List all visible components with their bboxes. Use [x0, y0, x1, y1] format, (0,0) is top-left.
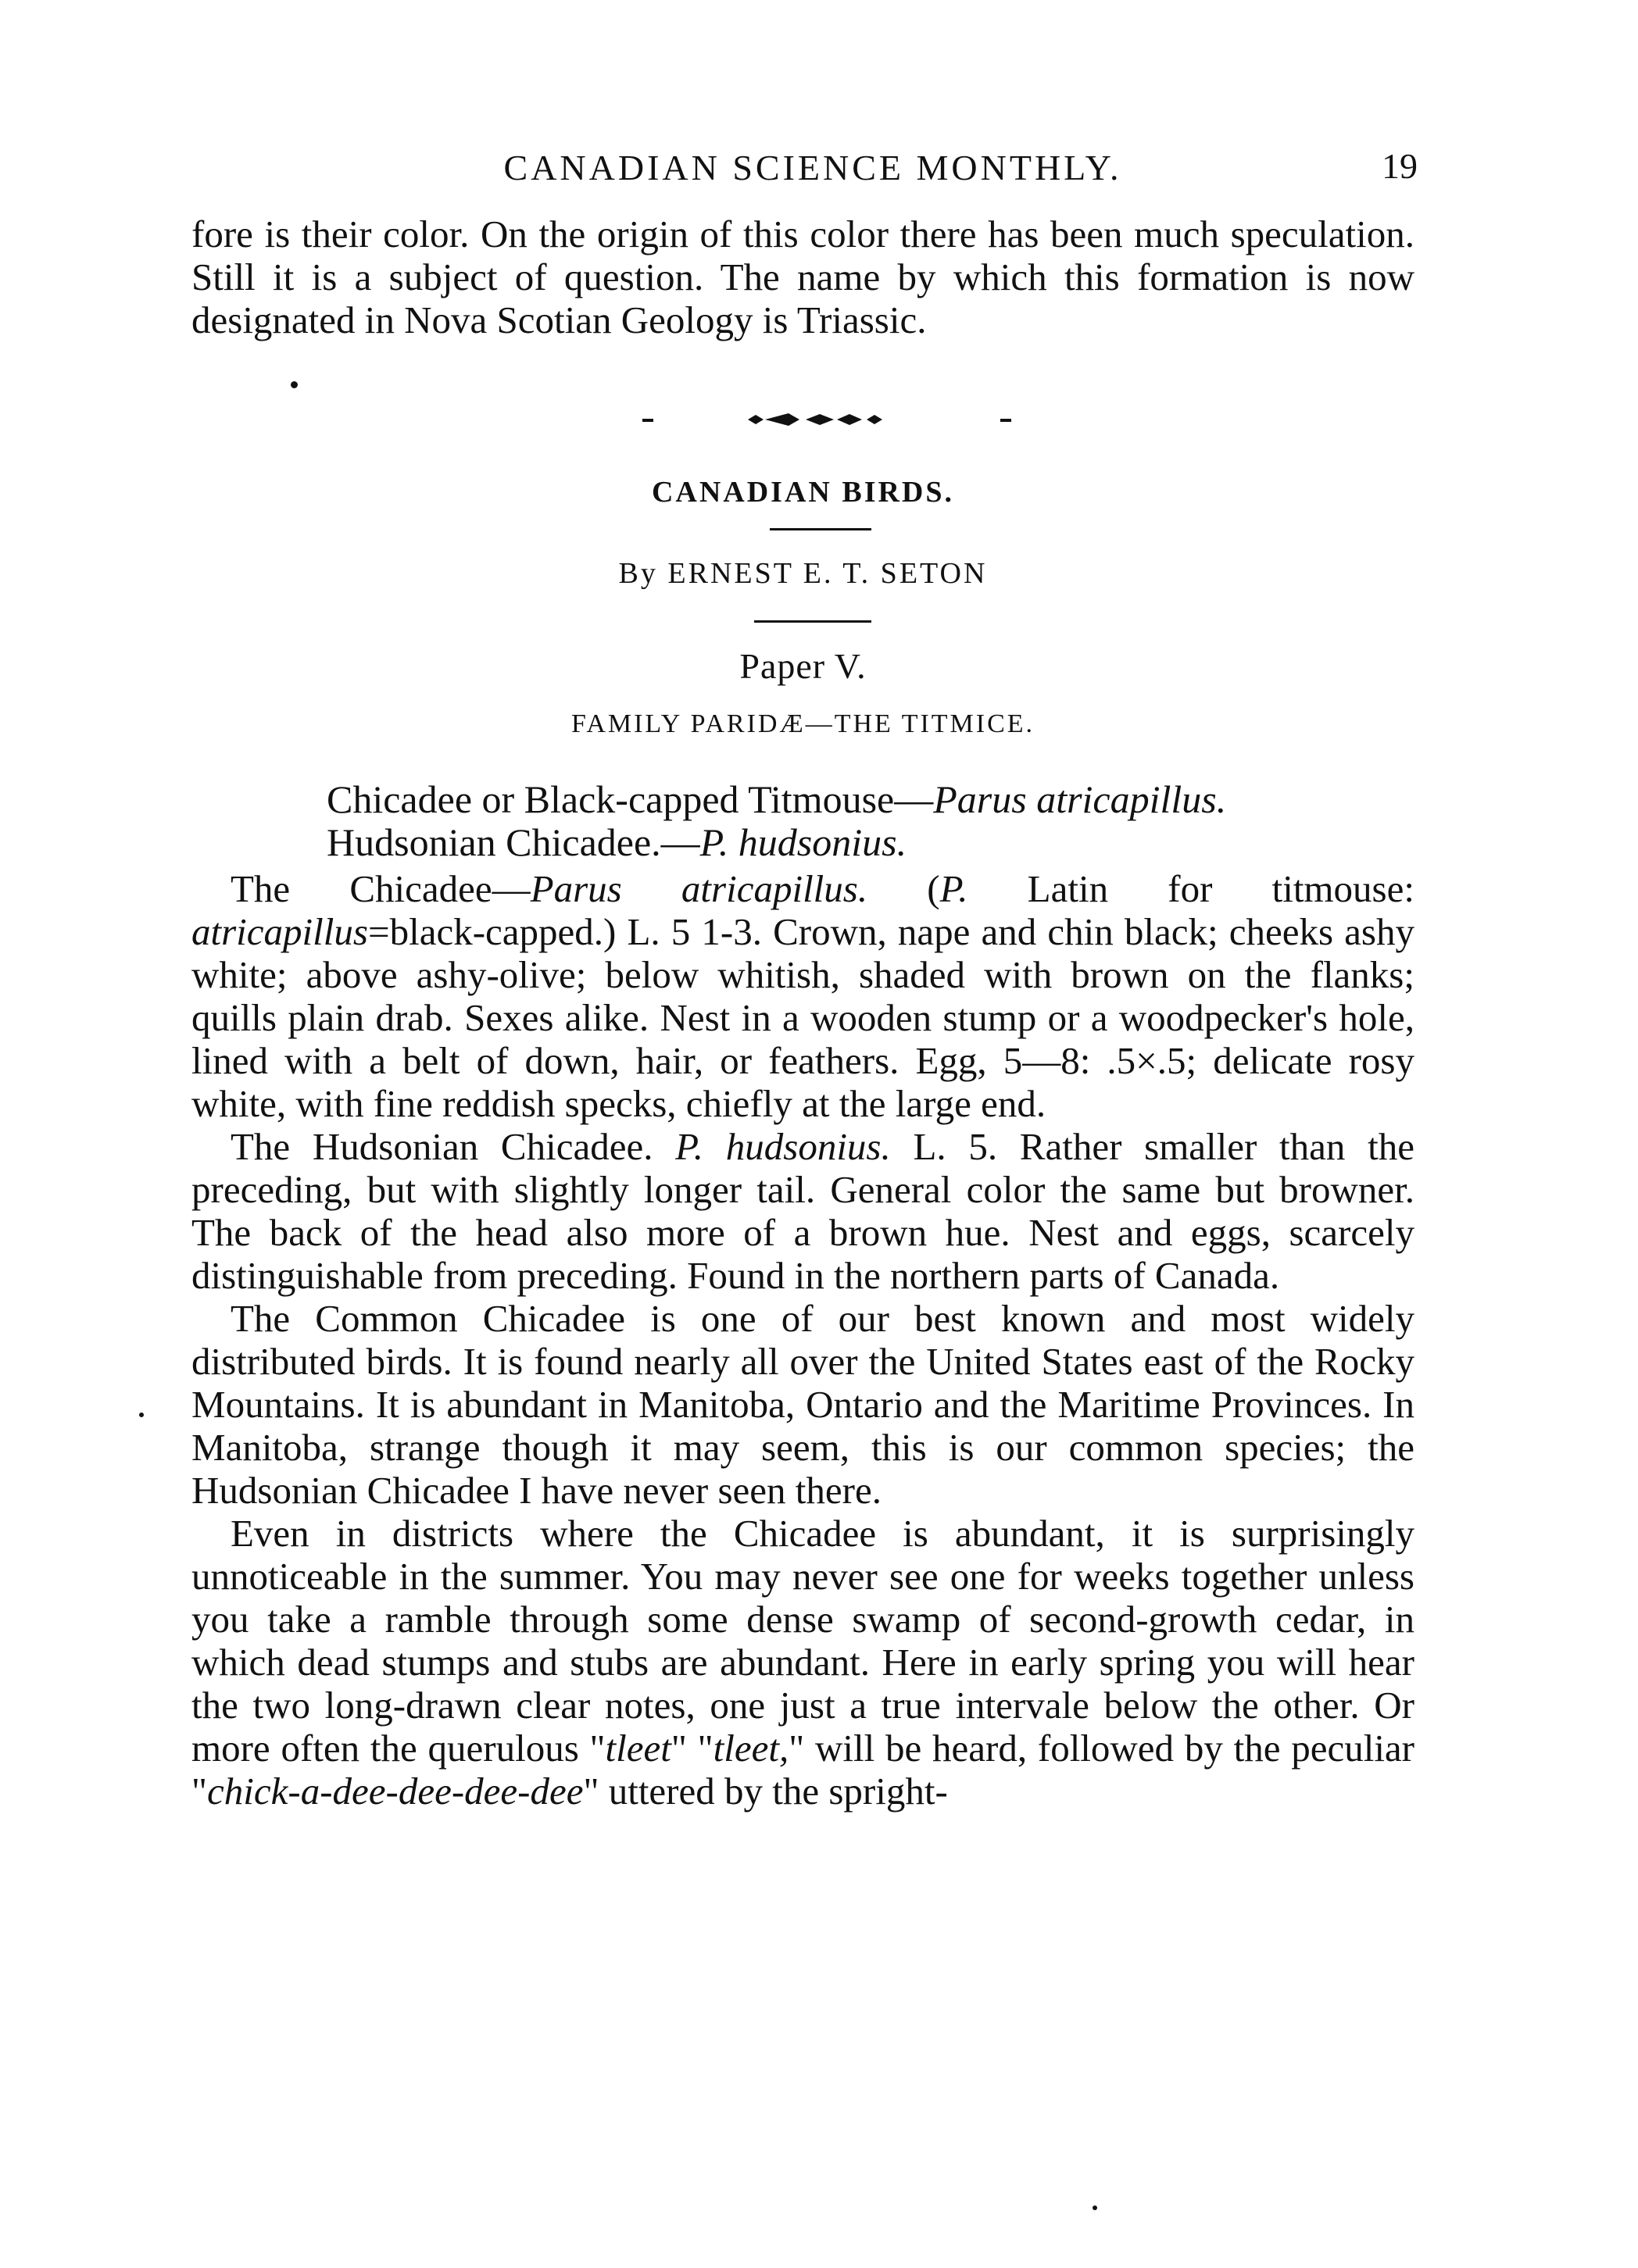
text-run: =black-capped.) L. 5 1-3. Crown, nape and chin black; cheeks ashy white; above ashy-olive; below whitish, shaded with brown on the flanks; quills plain drab. Sexes alike. Nest in a wooden stump or a woodpecker's hole, lined with a belt of down, hair, or feathers. Egg, 5—8: .5×.5; delicate rosy white, with fine reddish specks, chiefly at the large end.: [191, 910, 1414, 1125]
intro-paragraph: [191, 213, 1414, 341]
ornament-glyph: [746, 408, 895, 431]
byline-rule: [754, 620, 871, 623]
text-run: Even in districts where the Chicadee is abundant, it is surprisingly unnoticeable in the summer. You may never see one for weeks together unless you take a ramble through some dense swamp of second-growth cedar, in which dead stumps and stubs are abundant. Here in early spring you will hear the two long-drawn clear notes, one just a true intervale below the other. Or more often the querulous ": [191, 1512, 1414, 1770]
species-line: [327, 821, 907, 864]
ornament-dash-left: [642, 419, 653, 422]
stray-mark: [139, 1413, 144, 1417]
family-heading: FAMILY PARIDÆ—THE TITMICE.: [570, 709, 1035, 738]
call-note: tleet,: [713, 1727, 789, 1770]
species-latin-name: P. hudsonius.: [699, 820, 907, 864]
text-run: (: [867, 867, 940, 910]
text-run: Latin for titmouse:: [967, 867, 1414, 910]
call-note: chick-a-dee-dee-dee-dee: [207, 1770, 584, 1813]
text-run: " will be heard, followed by the peculiar ": [191, 1727, 1414, 1813]
title-rule: [770, 528, 871, 530]
species-common-name: Hudsonian Chicadee.—: [327, 820, 700, 864]
paragraph-habits: [191, 1512, 1414, 1813]
text-run: The Chicadee—: [231, 867, 531, 910]
paragraph-distribution: The Common Chicadee is one of our best known and most widely distributed birds. It is found nearly all over the United States east of the Rocky Mountains. It is abundant in Manitoba, Ontario and the Maritime Provinces. In Manitoba, strange though it may seem, this is our common species; the Hudsonian Chicadee I have never seen there.: [191, 1297, 1414, 1512]
species-common-name: Chicadee or Black-capped Titmouse—: [327, 777, 934, 821]
paper-number: Paper V.: [739, 646, 867, 686]
latin-name: P. hudsonius.: [675, 1125, 891, 1168]
text-run: The Hudsonian Chicadee.: [231, 1125, 676, 1168]
paragraph-hudsonian: [191, 1125, 1414, 1297]
byline: By ERNEST E. T. SETON: [618, 557, 988, 590]
article-body: [191, 867, 1414, 1813]
section-title: CANADIAN BIRDS.: [651, 476, 955, 509]
species-latin-name: Parus atricapillus.: [933, 777, 1227, 821]
ornament-dash-right: [1000, 419, 1011, 422]
paragraph-chicadee: [191, 867, 1414, 1125]
page-number: 19: [1382, 146, 1418, 186]
latin-name: Parus atricapillus.: [530, 867, 868, 910]
section-ornament: [746, 408, 895, 431]
call-note: tleet: [605, 1727, 671, 1770]
running-head: CANADIAN SCIENCE MONTHLY.: [503, 148, 1122, 188]
stray-mark: [1093, 2205, 1097, 2210]
text-run: " uttered by the spright-: [583, 1770, 948, 1813]
latin-name: atricapillus: [191, 910, 368, 953]
latin-name: P.: [939, 867, 968, 910]
stray-mark: [291, 381, 298, 388]
text-run: " ": [671, 1727, 713, 1770]
intro-text: fore is their color. On the origin of this color there has been much speculation. Still it is a subject of question. The name by which this formation is now designated in Nova Scotian Geology is Triassic.: [191, 213, 1414, 341]
text-run: L. 5. Rather smaller than the preceding, but with slightly longer tail. General color the same but browner. The back of the head also more of a brown hue. Nest and eggs, scarcely distinguishable from preceding. Found in the northern parts of Canada.: [191, 1125, 1414, 1297]
species-line: [327, 778, 1226, 821]
